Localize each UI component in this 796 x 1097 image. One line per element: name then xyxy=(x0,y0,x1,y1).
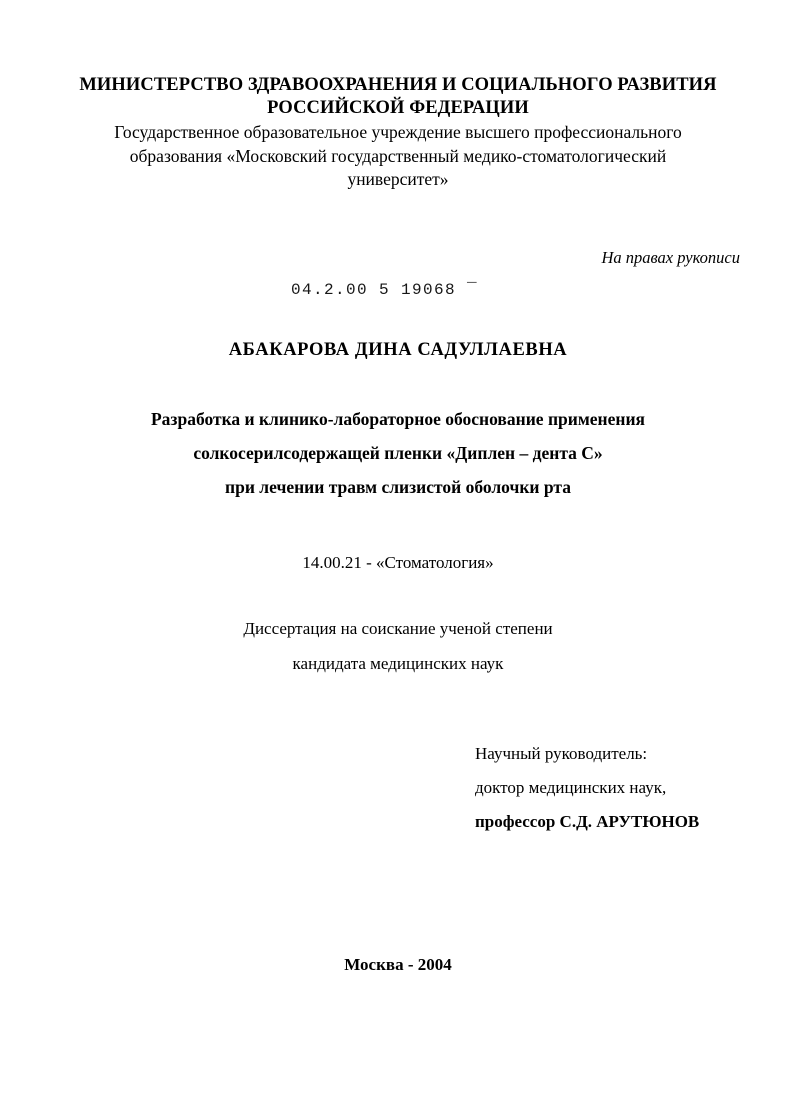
institution-header xyxy=(60,74,736,192)
institution-line-2: образования «Московский государственный медико-стоматологический xyxy=(129,145,667,166)
ministry-line-2: РОССИЙСКОЙ ФЕДЕРАЦИИ xyxy=(267,98,529,118)
degree-line-1: Диссертация на соискание ученой степени xyxy=(243,619,553,638)
author-name: АБАКАРОВА ДИНА САДУЛЛАЕВНА xyxy=(228,340,568,360)
ministry-line-1: МИНИСТЕРСТВО ЗДРАВООХРАНЕНИЯ И СОЦИАЛЬНОГО РАЗВИТИЯ xyxy=(79,75,717,95)
manuscript-rights-note: На правах рукописи xyxy=(601,248,740,267)
university-name xyxy=(60,121,736,192)
title-line-2: солкосерилсодержащей пленки «Диплен – дента С» xyxy=(193,443,603,463)
dissertation-title xyxy=(98,402,698,504)
supervisor-name: профессор С.Д. АРУТЮНОВ xyxy=(475,812,700,831)
specialty-code: 14.00.21 - «Стоматология» xyxy=(302,553,494,572)
title-line-3: при лечении травм слизистой оболочки рта xyxy=(225,477,571,497)
institution-line-1: Государственное образовательное учреждение высшего профессионального xyxy=(114,122,682,142)
title-line-1: Разработка и клинико-лабораторное обоснование применения xyxy=(150,409,646,429)
library-stamp-number: 04.2.00 5 19068 ‾ xyxy=(291,281,479,299)
ministry-name xyxy=(60,74,736,120)
degree-statement xyxy=(148,611,648,681)
place-and-year: Москва - 2004 xyxy=(344,955,452,974)
supervisor-label: Научный руководитель: xyxy=(475,744,648,763)
degree-line-2: кандидата медицинских наук xyxy=(292,654,504,673)
supervisor-degree: доктор медицинских наук, xyxy=(475,778,667,797)
institution-line-3: университет» xyxy=(347,169,449,189)
scientific-supervisor xyxy=(475,737,765,839)
